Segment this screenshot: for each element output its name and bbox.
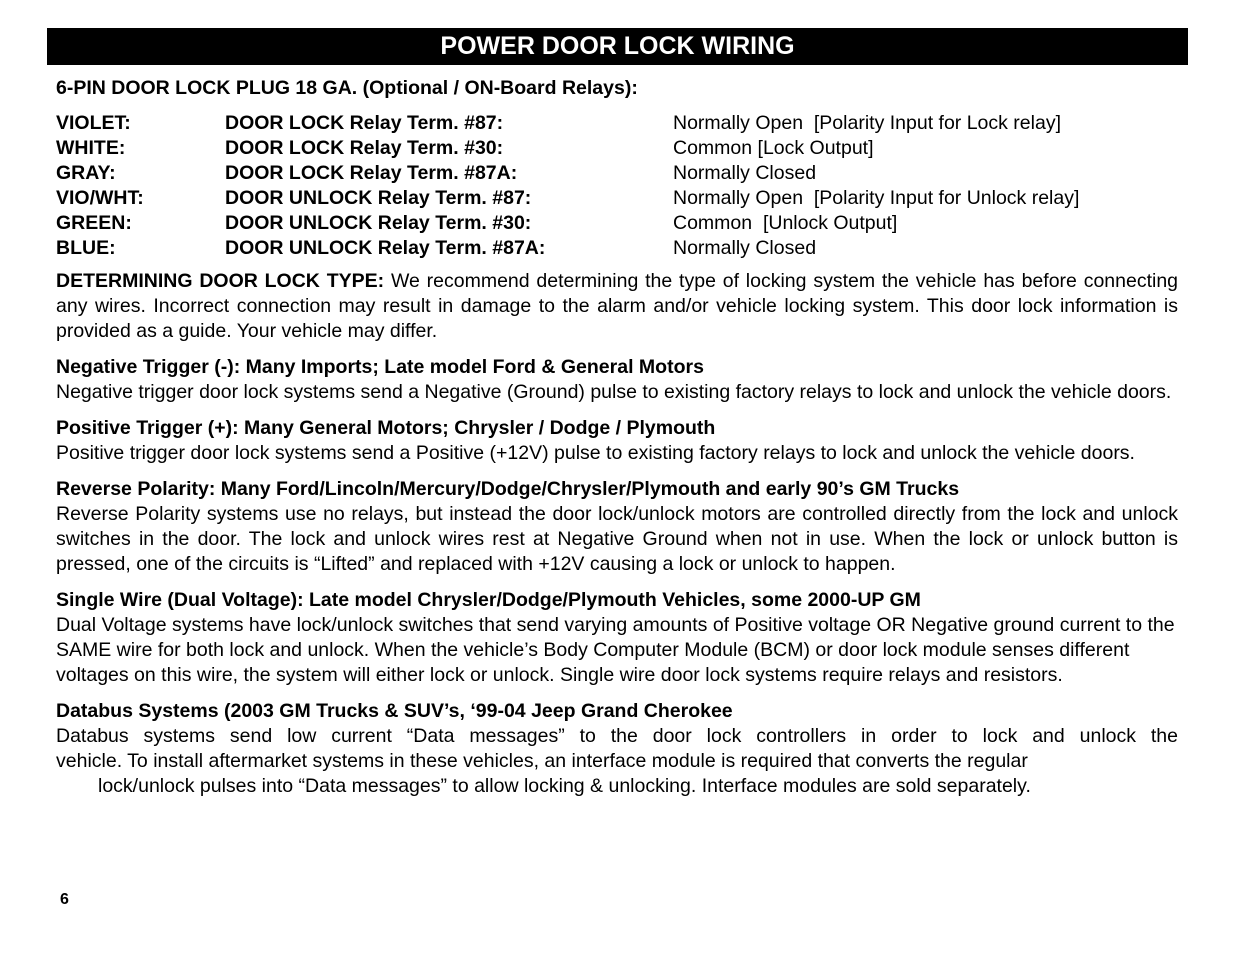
section-databus xyxy=(56,699,1178,799)
section-body: Positive trigger door lock systems send a Positive (+12V) pulse to existing factory relays to lock and unlock the vehicle doors. xyxy=(56,442,1135,464)
section-negative-trigger xyxy=(56,355,1178,405)
wire-row xyxy=(56,186,1178,211)
wire-description: Normally Open [Polarity Input for Unlock relay] xyxy=(673,187,1080,209)
wire-row xyxy=(56,211,1178,236)
section-heading: Databus Systems (2003 GM Trucks & SUV’s, ‘99-04 Jeep Grand Cherokee xyxy=(56,700,733,722)
wire-description: Common [Unlock Output] xyxy=(673,212,898,234)
wire-description: Normally Open [Polarity Input for Lock relay] xyxy=(673,112,1061,134)
wire-terminal: DOOR LOCK Relay Term. #87: xyxy=(225,112,504,134)
page-title: POWER DOOR LOCK WIRING xyxy=(47,28,1188,65)
wire-table xyxy=(56,111,1178,261)
wire-description: Normally Closed xyxy=(673,237,817,259)
wire-row xyxy=(56,161,1178,186)
wire-row xyxy=(56,236,1178,261)
wire-color: WHITE: xyxy=(56,137,126,159)
section-single-wire xyxy=(56,588,1178,688)
section-heading: Single Wire (Dual Voltage): Late model Chrysler/Dodge/Plymouth Vehicles, some 2000-UP GM xyxy=(56,589,921,611)
wire-color: VIO/WHT: xyxy=(56,187,144,209)
wire-row xyxy=(56,111,1178,136)
wire-color: GRAY: xyxy=(56,162,116,184)
page-number: 6 xyxy=(60,891,69,908)
document-body xyxy=(56,76,1178,810)
section-body-line-2: vehicle. To install aftermarket systems in these vehicles, an interface module is required that converts the regular xyxy=(56,750,1028,772)
wire-terminal: DOOR UNLOCK Relay Term. #87A: xyxy=(225,237,546,259)
wire-terminal: DOOR LOCK Relay Term. #87A: xyxy=(225,162,518,184)
wire-color: GREEN: xyxy=(56,212,132,234)
section-positive-trigger xyxy=(56,416,1178,466)
section-body: Dual Voltage systems have lock/unlock switches that send varying amounts of Positive voltage OR Negative ground current to the SAME wire for both lock and unlock. When the vehicle’s Body Computer Module (BCM) or door lock module senses different voltages on this wire, the system will either lock or unlock. Single wire door lock systems require relays and resistors. xyxy=(56,614,1175,686)
wire-color: VIOLET: xyxy=(56,112,131,134)
wire-description: Common [Lock Output] xyxy=(673,137,874,159)
wire-terminal: DOOR UNLOCK Relay Term. #30: xyxy=(225,212,532,234)
determining-lead: DETERMINING DOOR LOCK TYPE: xyxy=(56,270,385,292)
section-body: Negative trigger door lock systems send a Negative (Ground) pulse to existing factory relays to lock and unlock the vehicle doors. xyxy=(56,381,1172,403)
wire-row xyxy=(56,136,1178,161)
section-heading: Negative Trigger (-): Many Imports; Late model Ford & General Motors xyxy=(56,356,704,378)
wire-terminal: DOOR UNLOCK Relay Term. #87: xyxy=(225,187,532,209)
wire-terminal: DOOR LOCK Relay Term. #30: xyxy=(225,137,504,159)
plug-heading: 6-PIN DOOR LOCK PLUG 18 GA. (Optional / ON-Board Relays): xyxy=(56,77,638,99)
section-body-line-1: Databus systems send low current “Data messages” to the door lock controllers in order to lock and unlock the xyxy=(56,725,1178,747)
wire-description: Normally Closed xyxy=(673,162,817,184)
determining-text: We recommend determining the type of locking system the vehicle has before connecting any wires. Incorrect connection may result in damage to the alarm and/or vehicle locking system. This door lock information is provided as a guide. Your vehicle may differ. xyxy=(56,270,1179,342)
section-heading: Reverse Polarity: Many Ford/Lincoln/Mercury/Dodge/Chrysler/Plymouth and early 90’s GM Trucks xyxy=(56,478,960,500)
section-body: Reverse Polarity systems use no relays, but instead the door lock/unlock motors are controlled directly from the lock and unlock switches in the door. The lock and unlock wires rest at Negative Ground when not in use. When the lock or unlock button is pressed, one of the circuits is “Lifted” and replaced with +12V causing a lock or unlock to happen. xyxy=(56,503,1178,575)
section-reverse-polarity xyxy=(56,477,1178,577)
section-body-line-3: lock/unlock pulses into “Data messages” to allow locking & unlocking. Interface modules are sold separately. xyxy=(98,775,1031,797)
determining-paragraph xyxy=(56,269,1178,344)
wire-color: BLUE: xyxy=(56,237,116,259)
section-heading: Positive Trigger (+): Many General Motors; Chrysler / Dodge / Plymouth xyxy=(56,417,716,439)
